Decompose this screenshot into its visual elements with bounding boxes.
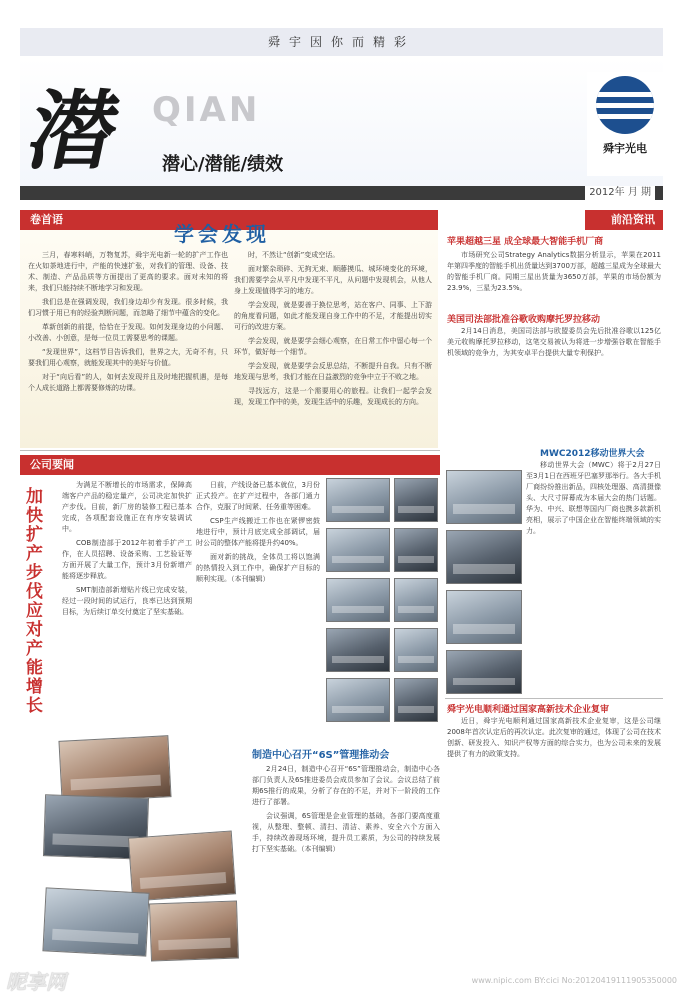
frontier-item-body <box>447 716 661 962</box>
factory-photo <box>394 578 438 622</box>
paragraph: 移动世界大会（MWC）将于2月27日至3月1日在西班牙巴塞罗那举行。各大手机厂商纷纷推出新品，四核处理器、高清摄像头、大尺寸屏幕成为本届大会的热门话题。华为、中兴、联想等国内厂商也携多款新机亮相，展示了中国企业在智能终端领域的实力。 <box>526 461 661 535</box>
frontier-item-title: 舜宇光电顺利通过国家高新技术企业复审 <box>447 705 610 715</box>
meeting-photo <box>128 830 236 901</box>
frontier-item-body <box>447 250 661 306</box>
brand-name: 舜宇光电 <box>603 142 647 155</box>
masthead <box>20 58 663 190</box>
divider <box>20 450 440 451</box>
factory-photo <box>394 528 438 572</box>
section-label: 前沿资讯 <box>611 213 655 226</box>
section-label: 公司要闻 <box>30 458 74 471</box>
news-column-1 <box>62 480 192 732</box>
divider <box>445 698 663 699</box>
factory-photo <box>326 628 390 672</box>
frontier-item-title: 苹果超越三星 成全球最大智能手机厂商 <box>447 237 604 247</box>
section-head-company-news <box>20 455 440 475</box>
paragraph: 学会发现，就是要学会反思总结，不断提升自我。只有不断地发现与思考，我们才能在日益激烈的竞争中立于不败之地。 <box>234 362 432 381</box>
paragraph: “发现世界”，这档节目告诉我们，世界之大，无奇不有，只要我们用心观察，就能发现其中的美好与价值。 <box>28 348 228 367</box>
frontier-item-title: MWC2012移动世界大会 <box>540 449 645 459</box>
paragraph: 面对新的挑战，全体员工将以饱满的热情投入到工作中，确保扩产目标的顺利实现。（本刊编辑） <box>196 553 320 583</box>
sixs-body <box>252 764 440 964</box>
paragraph: 学会发现，就是要学会细心观察，在日常工作中留心每一个环节，做好每一个细节。 <box>234 337 432 356</box>
paragraph: 2月24日，制造中心召开“6S”管理推动会，制造中心各部门负责人及6S推进委员会成员参加了会议。会议总结了前期6S推行的成果，分析了存在的不足，并对下一阶段的工作进行了部署。 <box>252 765 440 806</box>
factory-photo <box>394 678 438 722</box>
news-vertical-title: 加快扩产步伐 应对产能增长 <box>26 487 43 716</box>
masthead-subtitle: 潜心/潜能/绩效 <box>162 154 284 175</box>
issue-date: 2012年 月 期 <box>585 186 655 200</box>
factory-photo <box>326 478 390 522</box>
paragraph: CSP生产线搬迁工作也在紧锣密鼓地进行中，预计月底完成全部调试，届时公司的整体产能将提升约40%。 <box>196 517 320 547</box>
mwc-photo <box>446 470 522 524</box>
feature-column-1 <box>28 250 228 444</box>
masthead-latin: QIAN <box>152 90 261 130</box>
feature-title: 学会发现 <box>174 222 270 246</box>
factory-photo <box>326 528 390 572</box>
factory-photo <box>394 628 438 672</box>
frontier-item-title: 美国司法部批准谷歌收购摩托罗拉移动 <box>447 315 601 325</box>
sixs-title: 制造中心召开“6S”管理推动会 <box>252 750 390 761</box>
paragraph: 时，不然让“创新”变成空话。 <box>248 251 340 259</box>
paragraph: SMT制造部新增贴片线已完成安装，经过一段时间的试运行，良率已达到预期目标，为后续订单交付奠定了坚实基础。 <box>62 586 192 616</box>
section-label: 卷首语 <box>30 213 63 226</box>
factory-photo <box>394 478 438 522</box>
paragraph: 学会发现，就是要善于换位思考，站在客户、同事、上下游的角度看问题，如此才能发现自身工作中的不足，才能提出切实可行的改进方案。 <box>234 301 432 331</box>
date-bar <box>20 186 663 200</box>
feature-column-2 <box>234 250 432 444</box>
brand-logo-icon <box>596 76 654 134</box>
paragraph: 近日，舜宇光电顺利通过国家高新技术企业复审，这是公司继2008年首次认定后的再次认定。此次复审的通过，体现了公司在技术创新、研发投入、知识产权等方面的综合实力，也为公司未来的发展提供了有力的政策支持。 <box>447 717 661 758</box>
factory-photo <box>326 678 390 722</box>
meeting-photo <box>149 900 239 961</box>
slogan-strip: 舜宇因你而精彩 <box>20 28 663 56</box>
paragraph: 三月，春寒料峭，万物复苏，舜宇光电新一轮的扩产工作也在火如荼地进行中，产能的快速扩张，对我们的管理、设备、技术、制造、产品品质等方面提出了更高的要求。面对未知的将来，我们只能持续不断地学习和发现。 <box>28 251 228 292</box>
section-head-news-frontier <box>585 210 663 230</box>
paragraph: 对于“向后看”的人，如何去发现并且及时地把握机遇，是每个人成长道路上都需要修炼的功课。 <box>28 373 228 392</box>
paragraph: 会议强调，6S管理是企业管理的基础，各部门要高度重视，从整理、整顿、清扫、清洁、素养、安全六个方面入手，持续改善现场环境，提升员工素质，为公司的持续发展打下坚实基础。（本刊编辑） <box>252 812 440 853</box>
paragraph: 革新创新的前提，恰恰在于发现。如何发现身边的小问题、小改善、小创意，是每一位员工需要思考的课题。 <box>28 323 228 342</box>
meeting-photo <box>58 735 171 803</box>
paragraph: 日前，产线设备已基本就位，3月份正式投产。在扩产过程中，各部门通力合作，克服了时间紧、任务重等困难。 <box>196 481 320 511</box>
paragraph: 寻找远方，这是一个需要用心的旅程。让我们一起学会发现，发现工作中的美，发现生活中的乐趣，发现成长的方向。 <box>234 387 432 406</box>
paragraph: 市场研究公司Strategy Analytics数据分析显示，苹果在2011年第四季度的智能手机出货量达到3700万部，超越三星成为全球最大的智能手机厂商。同期三星出货量为3650万部，苹果的市场份额为23.9%，三星为23.5%。 <box>447 251 661 292</box>
paragraph: 2月14日消息，美国司法部与欧盟委员会先后批准谷歌以125亿美元收购摩托罗拉移动，这笔交易被认为将进一步增强谷歌在智能手机领域的竞争力，为其安卓平台提供大量专利保护。 <box>447 327 661 357</box>
mwc-photo <box>446 650 522 694</box>
paragraph: 面对繁杂琐碎、无拘无束、顺藤摸瓜、城环境变化的环境，我们需要学会从平凡中发现不平凡，从问题中发现机会，从他人身上发现值得学习的地方。 <box>234 265 432 295</box>
frontier-item-body <box>526 460 661 692</box>
brand-logo <box>587 72 663 176</box>
masthead-glyph: 潜 <box>19 81 128 182</box>
paragraph: 为满足不断增长的市场需求，保障高端客户产品的稳定量产，公司决定加快扩产步伐。目前，新厂房的装修工程已基本完成，各项配套设施正在有序安装调试中。 <box>62 481 192 533</box>
watermark-id: www.nipic.com BY:cici No:20120419111905350000 <box>471 976 677 985</box>
news-column-2 <box>196 480 320 732</box>
frontier-item-body <box>447 326 661 412</box>
mwc-photo <box>446 530 522 584</box>
paragraph: COB制造部于2012年初着手扩产工作，在人员招聘、设备采购、工艺验证等方面开展了大量工作，预计3月份新增产能将逐步释放。 <box>62 539 192 580</box>
paragraph: 我们总是在强调发现，我们身边却少有发现。很多时候，我们习惯于用已有的经验判断问题，而忽略了细节中蕴含的变化。 <box>28 298 228 317</box>
meeting-photo <box>42 887 149 956</box>
mwc-photo <box>446 590 522 644</box>
watermark-logo: 昵享网 <box>6 970 66 994</box>
factory-photo <box>326 578 390 622</box>
